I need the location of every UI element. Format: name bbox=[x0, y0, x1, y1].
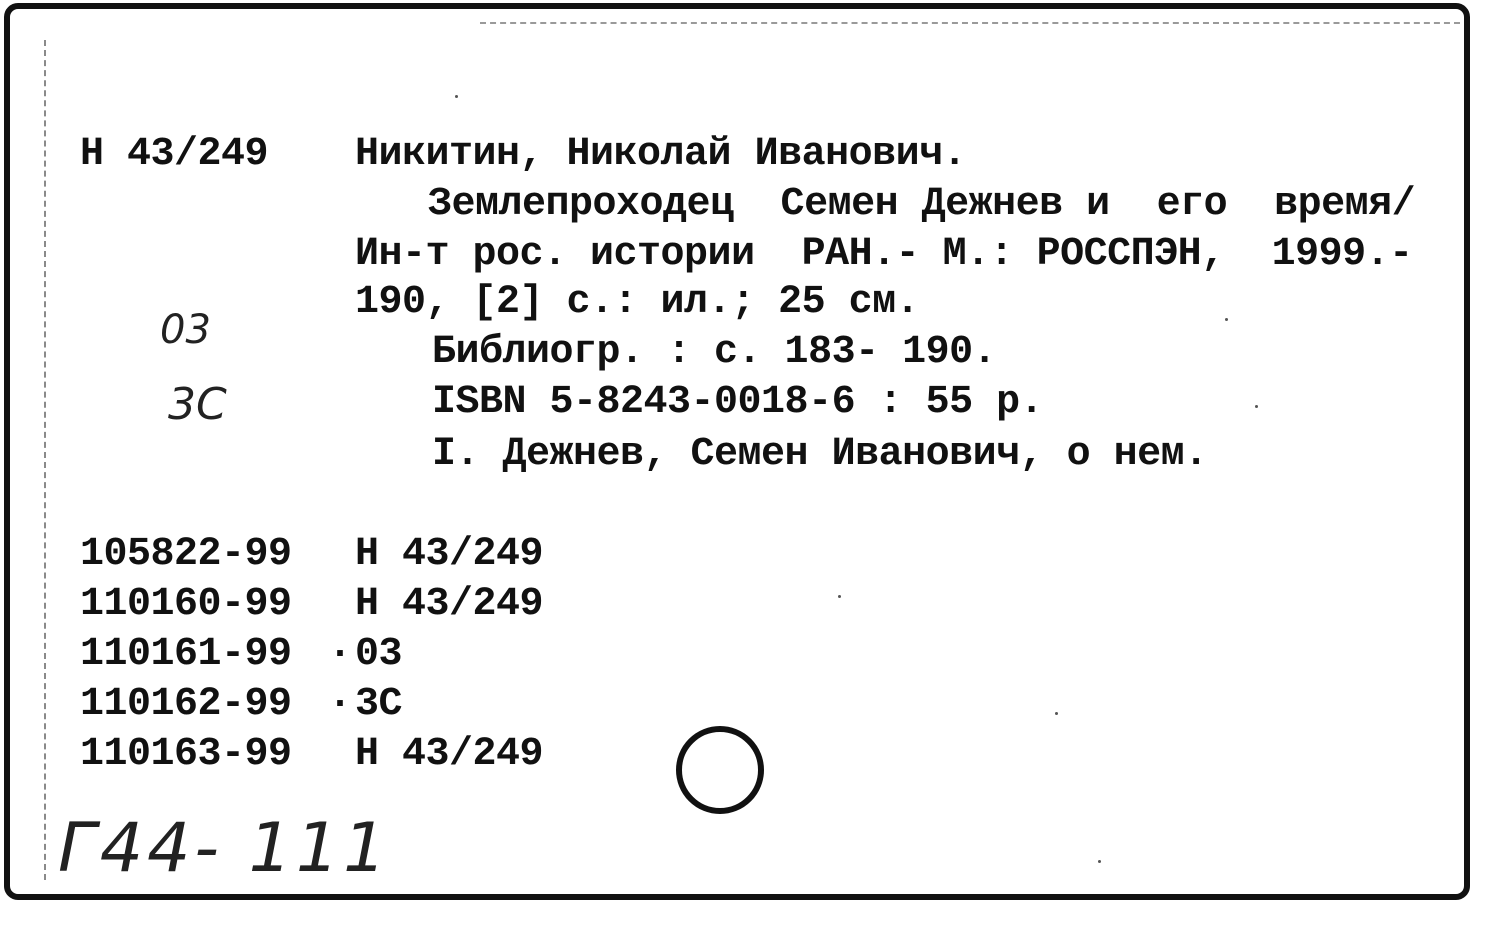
speck bbox=[455, 95, 458, 98]
left-guide-line bbox=[44, 40, 46, 880]
author-heading: Никитин, Николай Иванович. bbox=[355, 132, 967, 177]
extent-line: 190, [2] с.: ил.; 25 см. bbox=[355, 280, 920, 325]
punched-hole-circle bbox=[676, 726, 764, 814]
top-guide-line bbox=[480, 22, 1460, 24]
speck bbox=[1225, 318, 1228, 321]
holding-location: Н 43/249 bbox=[355, 582, 544, 627]
imprint-line: Ин-т рос. истории РАН.- М.: РОССПЭН, 1999.- bbox=[355, 232, 1413, 277]
holding-location: Н 43/249 bbox=[355, 732, 544, 777]
title-line: Землепроходец Семен Дежнев и его время/ bbox=[428, 182, 1416, 227]
handwritten-code: 03 bbox=[160, 307, 211, 353]
holding-inventory: 110161-99 bbox=[80, 632, 292, 677]
handwritten-shelf-code: Г44- 111 bbox=[58, 809, 391, 888]
bibliography-note: Библиогр. : с. 183- 190. bbox=[432, 330, 997, 375]
holding-location: 3С bbox=[355, 682, 403, 727]
isbn-note: ISBN 5-8243-0018-6 : 55 р. bbox=[432, 380, 1044, 425]
holding-inventory: 105822-99 bbox=[80, 532, 292, 577]
holding-location: 03 bbox=[355, 632, 403, 677]
call-number: Н 43/249 bbox=[80, 132, 269, 177]
holding-location: Н 43/249 bbox=[355, 532, 544, 577]
handwritten-code: 3С bbox=[168, 379, 227, 430]
holding-inventory: 110162-99 bbox=[80, 682, 292, 727]
speck bbox=[1255, 405, 1258, 408]
holding-bullet: · bbox=[328, 682, 352, 727]
holding-inventory: 110160-99 bbox=[80, 582, 292, 627]
holding-inventory: 110163-99 bbox=[80, 732, 292, 777]
holding-bullet: · bbox=[328, 632, 352, 677]
subject-note: I. Дежнев, Семен Иванович, о нем. bbox=[432, 432, 1208, 477]
speck bbox=[1055, 712, 1058, 715]
speck bbox=[838, 595, 841, 598]
speck bbox=[1098, 860, 1101, 863]
